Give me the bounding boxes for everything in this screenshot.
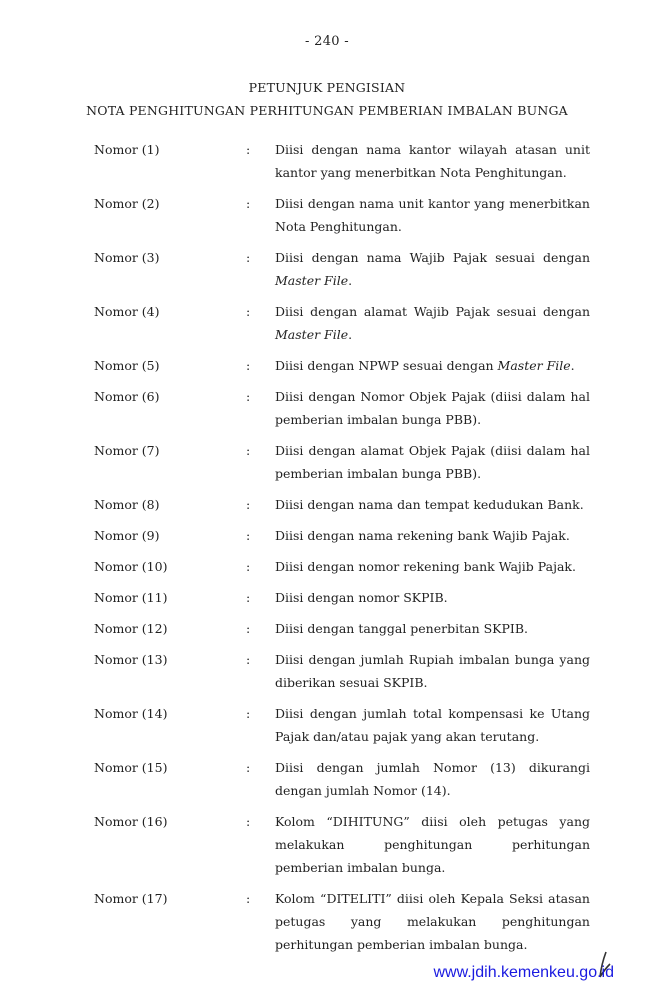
entry-description: Kolom “DITELITI” diisi oleh Kepala Seksi atasan petugas yang melakukan penghitungan perhitungan pemberian imbalan bunga. <box>275 891 590 952</box>
entry-colon: : <box>246 142 251 157</box>
entry-description: Diisi dengan jumlah Rupiah imbalan bunga yang diberikan sesuai SKPIB. <box>275 652 590 690</box>
list-item <box>0 756 654 802</box>
entry-description <box>275 354 590 377</box>
entry-description: Diisi dengan nomor SKPIB. <box>275 590 448 605</box>
list-item <box>0 493 654 516</box>
entry-colon: : <box>246 760 251 775</box>
entry-description: Kolom “DIHITUNG” diisi oleh petugas yang melakukan penghitungan perhitungan pemberian imbalan bunga. <box>275 814 590 875</box>
list-item <box>0 586 654 609</box>
list-item <box>0 439 654 485</box>
entry-description-text: Diisi dengan NPWP sesuai dengan <box>275 358 498 373</box>
entry-description-italic: Master File <box>275 327 349 342</box>
entry-description: Diisi dengan Nomor Objek Pajak (diisi dalam hal pemberian imbalan bunga PBB). <box>275 389 590 427</box>
list-item <box>0 354 654 377</box>
entry-label: Nomor (15) <box>94 760 168 775</box>
entry-label: Nomor (7) <box>94 443 160 458</box>
entry-description: Diisi dengan jumlah total kompensasi ke Utang Pajak dan/atau pajak yang akan terutang. <box>275 706 590 744</box>
entry-colon: : <box>246 304 251 319</box>
entry-description: Diisi dengan nama rekening bank Wajib Pajak. <box>275 528 570 543</box>
entry-colon: : <box>246 621 251 636</box>
entry-label: Nomor (6) <box>94 389 160 404</box>
entry-colon: : <box>246 814 251 829</box>
entry-description: Diisi dengan jumlah Nomor (13) dikurangi dengan jumlah Nomor (14). <box>275 760 590 798</box>
list-item <box>0 385 654 431</box>
entry-label: Nomor (1) <box>94 142 160 157</box>
entry-description: Diisi dengan tanggal penerbitan SKPIB. <box>275 621 529 636</box>
entry-description-end: . <box>348 327 353 342</box>
entry-description-text: Diisi dengan nama Wajib Pajak sesuai dengan <box>275 250 590 265</box>
document-subtitle: NOTA PENGHITUNGAN PERHITUNGAN PEMBERIAN IMBALAN BUNGA <box>86 103 568 118</box>
entry-description-italic: Master File <box>275 273 349 288</box>
list-item <box>0 887 654 956</box>
document-title: PETUNJUK PENGISIAN <box>248 80 406 95</box>
entry-colon: : <box>246 559 251 574</box>
entry-label: Nomor (5) <box>94 358 160 373</box>
entry-label: Nomor (4) <box>94 304 160 319</box>
entry-label: Nomor (17) <box>94 891 168 906</box>
entry-label: Nomor (13) <box>94 652 168 667</box>
entry-label: Nomor (2) <box>94 196 160 211</box>
list-item <box>0 138 654 184</box>
entry-colon: : <box>246 706 251 721</box>
entry-colon: : <box>246 389 251 404</box>
entry-label: Nomor (12) <box>94 621 168 636</box>
list-item <box>0 246 654 292</box>
entry-label: Nomor (10) <box>94 559 168 574</box>
entry-label: Nomor (14) <box>94 706 168 721</box>
entry-description-end: . <box>348 273 353 288</box>
entry-colon: : <box>246 497 251 512</box>
list-item <box>0 300 654 346</box>
entry-colon: : <box>246 590 251 605</box>
list-item <box>0 648 654 694</box>
entry-description <box>275 300 590 346</box>
entry-description: Diisi dengan nomor rekening bank Wajib Pajak. <box>275 559 576 574</box>
entry-colon: : <box>246 443 251 458</box>
entry-description-text: Diisi dengan alamat Wajib Pajak sesuai dengan <box>275 304 590 319</box>
entry-label: Nomor (11) <box>94 590 168 605</box>
list-item <box>0 810 654 879</box>
list-item <box>0 524 654 547</box>
entry-colon: : <box>246 358 251 373</box>
entry-description: Diisi dengan nama kantor wilayah atasan unit kantor yang menerbitkan Nota Penghitungan. <box>275 142 590 180</box>
page-number: - 240 - <box>305 34 349 49</box>
instruction-list <box>0 138 654 964</box>
entry-label: Nomor (3) <box>94 250 160 265</box>
entry-label: Nomor (16) <box>94 814 168 829</box>
entry-description: Diisi dengan nama dan tempat kedudukan Bank. <box>275 497 584 512</box>
entry-colon: : <box>246 891 251 906</box>
entry-label: Nomor (9) <box>94 528 160 543</box>
entry-colon: : <box>246 652 251 667</box>
entry-description: Diisi dengan alamat Objek Pajak (diisi dalam hal pemberian imbalan bunga PBB). <box>275 443 590 481</box>
list-item <box>0 555 654 578</box>
jdih-website-link[interactable]: www.jdih.kemenkeu.go.id <box>433 964 614 981</box>
entry-colon: : <box>246 528 251 543</box>
entry-colon: : <box>246 250 251 265</box>
list-item <box>0 192 654 238</box>
entry-description-end: . <box>570 358 575 373</box>
list-item <box>0 617 654 640</box>
entry-label: Nomor (8) <box>94 497 160 512</box>
entry-description: Diisi dengan nama unit kantor yang menerbitkan Nota Penghitungan. <box>275 196 590 234</box>
entry-colon: : <box>246 196 251 211</box>
list-item <box>0 702 654 748</box>
entry-description <box>275 246 590 292</box>
entry-description-italic: Master File <box>497 358 571 373</box>
